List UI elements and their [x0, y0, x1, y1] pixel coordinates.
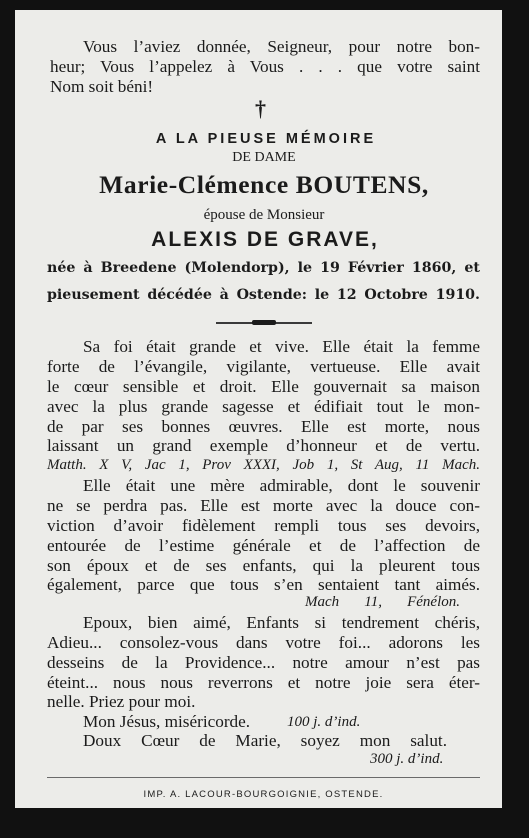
- paragraph-line: avec la plus grande sagesse et édifiait tout le mon-: [47, 397, 480, 416]
- paragraph-line: de par ses bonnes œuvres. Elle est morte, nous: [47, 417, 480, 436]
- memorial-subheading: DE DAME: [232, 150, 296, 165]
- paragraph-line: forte de l’évangile, vigilante, vertueuse. Elle avait: [47, 357, 480, 376]
- birth-line: née à Breedene (Molendorp), le 19 Février 1860, et: [47, 260, 480, 276]
- paragraph-line: le cœur sensible et droit. Elle gouvernait sa maison: [47, 377, 480, 396]
- paragraph-line: également, parce que tous s’en sentaient tant aimés.: [47, 575, 480, 594]
- memorial-heading: A LA PIEUSE MÉMOIRE: [155, 131, 377, 147]
- paragraph-line: desseins de la Providence... notre amour n’est pas: [47, 653, 480, 672]
- deceased-name: Marie-Clémence BOUTENS,: [99, 170, 429, 199]
- paragraph-line: Sa foi était grande et vive. Elle était la femme: [83, 337, 480, 356]
- indulgence-note: 100 j. d’ind.: [287, 714, 361, 730]
- paragraph-line: Elle était une mère admirable, dont le souvenir: [83, 476, 480, 495]
- spouse-name: ALEXIS DE GRAVE,: [151, 228, 379, 251]
- paragraph-line: Adieu... consolez-vous dans votre foi... adorons les: [47, 633, 480, 652]
- paragraph-line: viction d’avoir fidèlement rempli tous ses devoirs,: [47, 516, 480, 535]
- prayer-text: Doux Cœur de Marie, soyez mon salut.: [83, 731, 447, 750]
- indulgence-note: 300 j. d’ind.: [370, 751, 444, 767]
- death-line: pieusement décédée à Ostende: le 12 Octobre 1910.: [47, 287, 480, 303]
- verse-line: Vous l’aviez donnée, Seigneur, pour notre bon-: [83, 37, 480, 56]
- paragraph-line: laissant un grand exemple d’honneur et de vertu.: [47, 436, 480, 455]
- ornament-center: [252, 320, 276, 325]
- scripture-reference: Matth. X V, Jac 1, Prov XXXI, Job 1, St Aug, 11 Mach.: [47, 457, 480, 473]
- author-reference: Mach 11, Fénélon.: [305, 594, 460, 610]
- spouse-intro: épouse de Monsieur: [203, 207, 325, 223]
- paragraph-line: entourée de l’estime générale et de l’affection de: [47, 536, 480, 555]
- verse-line: heur; Vous l’appelez à Vous . . . que votre saint: [50, 57, 480, 76]
- paragraph-line: Epoux, bien aimé, Enfants si tendrement chéris,: [83, 613, 480, 632]
- paragraph-line: son époux et de ses enfants, qui la pleurent tous: [47, 556, 480, 575]
- printer-credit: IMP. A. LACOUR-BOURGOIGNIE, OSTENDE.: [143, 789, 384, 800]
- paragraph-line: nelle. Priez pour moi.: [47, 692, 196, 711]
- verse-line: Nom soit béni!: [50, 77, 154, 96]
- paragraph-line: éteint... nous nous reverrons et notre joie sera éter-: [47, 673, 480, 692]
- bottom-rule: [47, 777, 480, 778]
- paragraph-line: ne se perdra pas. Elle est morte avec la douce con-: [47, 496, 480, 515]
- prayer-text: Mon Jésus, miséricorde.: [83, 712, 251, 731]
- cross-icon: †: [255, 96, 266, 121]
